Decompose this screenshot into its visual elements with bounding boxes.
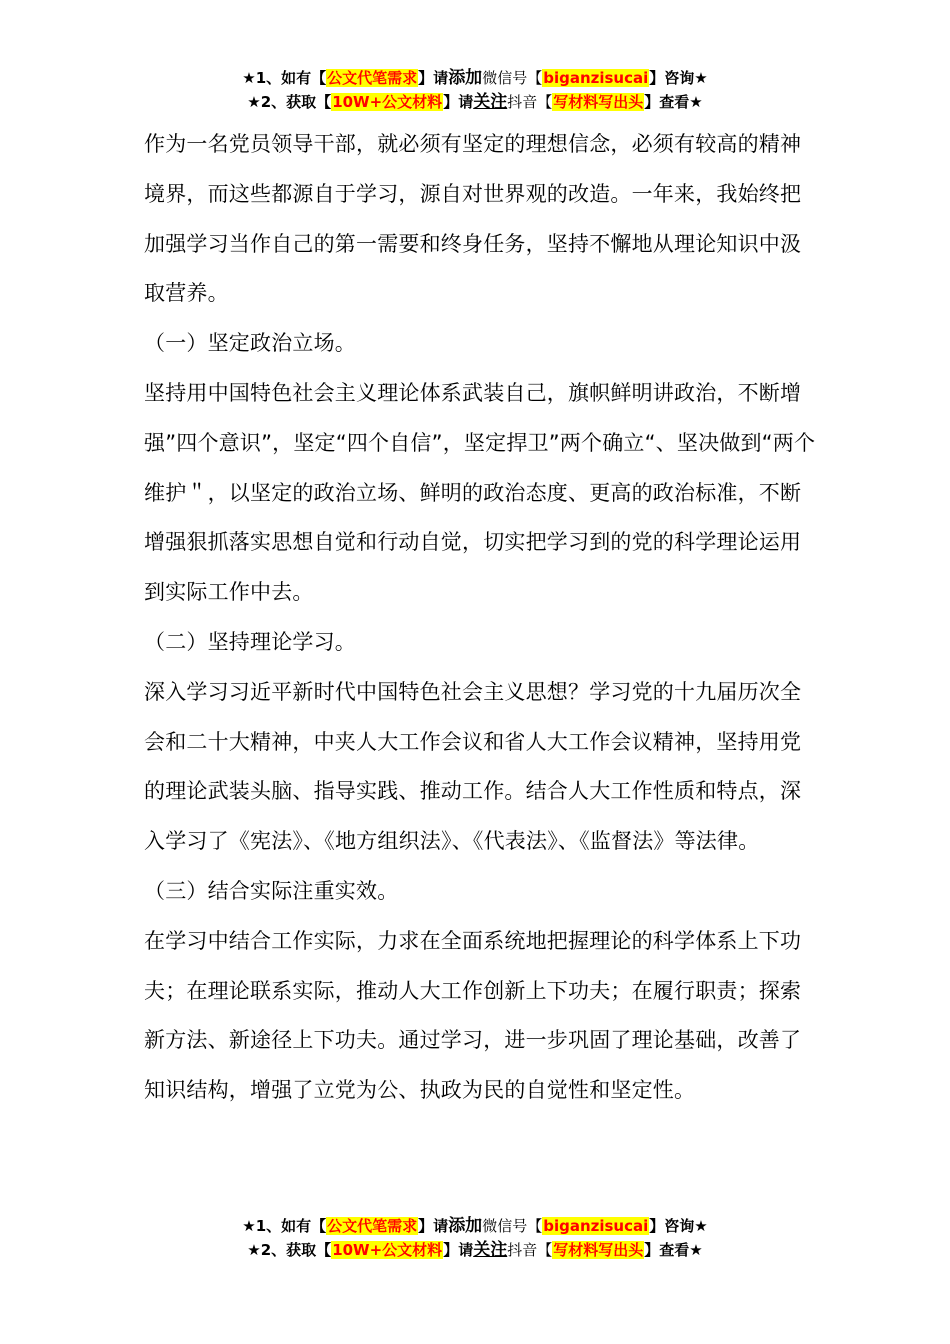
banner-text: 】请 [443,1241,474,1259]
banner-prefix: ★2、获取【 [247,93,332,111]
banner-line-2 [0,90,950,114]
banner-highlight: 公文代笔需求 [327,69,418,87]
banner-highlight: 公文代笔需求 [327,1217,418,1235]
top-banner [0,66,950,114]
banner-text: 抖音【 [507,93,553,111]
banner-prefix: ★1、如有【 [242,1217,327,1235]
banner-text: 】请 [443,93,474,111]
section-heading-2: （二）坚持理论学习。 [144,629,356,654]
banner-line-1 [0,66,950,90]
banner-text: 微信号【 [482,1217,543,1235]
banner-text: 微信号【 [482,69,543,87]
banner-highlight: biganzisucai [543,69,649,87]
banner-highlight: 10W+公文材料 [332,1241,443,1259]
banner-prefix: ★2、获取【 [247,1241,332,1259]
section-heading-1: （一）坚定政治立场。 [144,331,356,356]
section-paragraph-3: 在学习中结合工作实际，力求在全面系统地把握理论的科学体系上下功夫；在理论联系实际，推动人大工作创新上下功夫；在履行职责；探索新方法、新途径上下功夫。通过学习，进一步巩固了理论基础，改善了知识结构，增强了立党为公、执政为民的自觉性和坚定性。 [144,928,802,1103]
banner-emphasis: 添加 [448,68,483,88]
banner-emphasis: 关注 [473,1240,508,1260]
banner-suffix: 】查看★ [644,93,703,111]
section-paragraph-1: 坚持用中国特色社会主义理论体系武装自己，旗帜鲜明讲政治，不断增强”四个意识”，坚定“四个自信”，坚定捍卫”两个确立“、坚决做到“两个维护＂，以坚定的政治立场、鲜明的政治态度、更高的政治标准，不断增强狠抓落实思想自觉和行动自觉，切实把学习到的党的科学理论运用到实际工作中去。 [144,380,816,605]
bottom-banner [0,1214,950,1262]
banner-highlight: 10W+公文材料 [332,93,443,111]
banner-suffix: 】咨询★ [649,69,708,87]
banner-highlight: biganzisucai [543,1217,649,1235]
intro-paragraph: 作为一名党员领导干部，就必须有坚定的理想信念，必须有较高的精神境界，而这些都源自于学习，源自对世界观的改造。一年来，我始终把加强学习当作自己的第一需要和终身任务，坚持不懈地从理论知识中汲取营养。 [144,132,802,306]
banner-line-2 [0,1238,950,1262]
banner-prefix: ★1、如有【 [242,69,327,87]
banner-text: 抖音【 [507,1241,553,1259]
banner-line-1 [0,1214,950,1238]
banner-emphasis: 关注 [473,92,508,112]
banner-highlight: 写材料写出头 [553,93,644,111]
banner-text: 】请 [418,69,449,87]
banner-text: 】请 [418,1217,449,1235]
section-heading-3: （三）结合实际注重实效。 [144,878,399,903]
banner-highlight: 写材料写出头 [553,1241,644,1259]
banner-suffix: 】查看★ [644,1241,703,1259]
banner-emphasis: 添加 [448,1216,483,1236]
document-body [144,120,816,1116]
banner-suffix: 】咨询★ [649,1217,708,1235]
section-paragraph-2: 深入学习习近平新时代中国特色社会主义思想？学习党的十九届历次全会和二十大精神，中夹人大工作会议和省人大工作会议精神，坚持用党的理论武装头脑、指导实践、推动工作。结合人大工作性质和特点，深入学习了《宪法》、《地方组织法》、《代表法》、《监督法》等法律。 [144,679,802,854]
